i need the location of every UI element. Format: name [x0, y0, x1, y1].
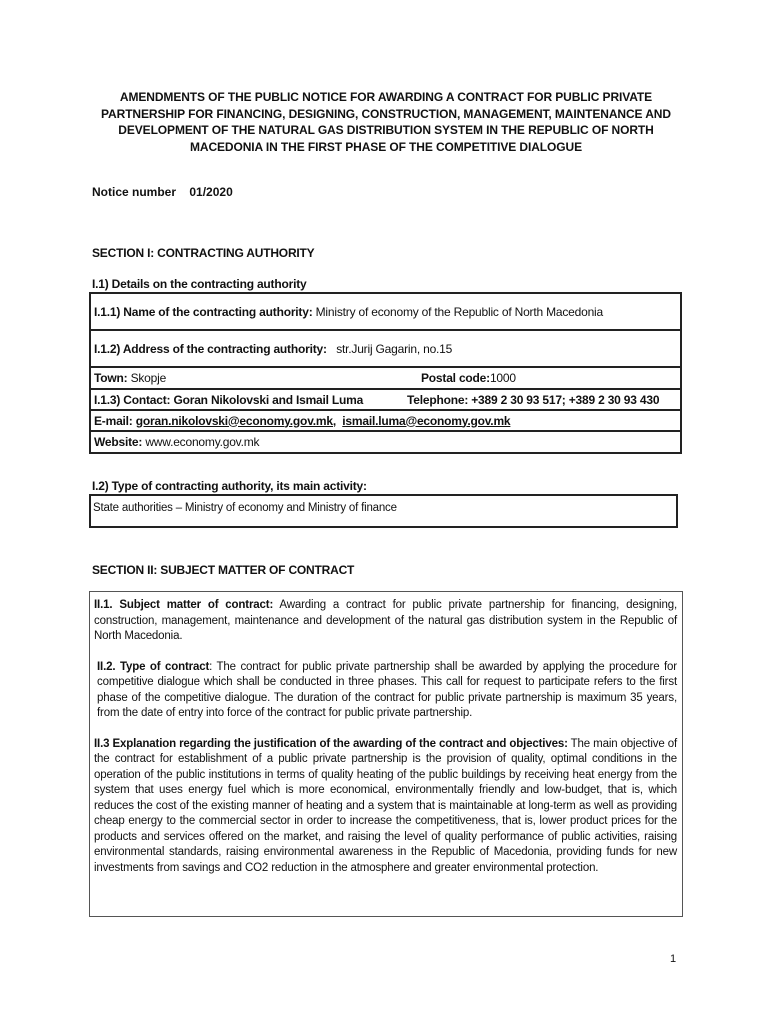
- authority-type-heading: I.2) Type of contracting authority, its main activity:: [92, 479, 367, 493]
- section-2-heading: SECTION II: SUBJECT MATTER OF CONTRACT: [92, 563, 355, 577]
- postal-code-value: 1000: [489, 371, 516, 385]
- town-row: [91, 368, 680, 390]
- authority-name-row: [91, 294, 680, 331]
- authority-type-value: State authorities – Ministry of economy and Ministry of finance: [93, 502, 397, 514]
- notice-number-value: 01/2020: [189, 185, 233, 199]
- contract-type-paragraph: [94, 660, 677, 722]
- authority-address-value: str.Jurij Gagarin, no.15: [336, 341, 453, 356]
- telephone-label: Telephone: +389 2 30 93 517; +389 2 30 93 430: [407, 392, 660, 407]
- town-value: Skopje: [130, 371, 167, 385]
- document-title: AMENDMENTS OF THE PUBLIC NOTICE FOR AWARDING A CONTRACT FOR PUBLIC PRIVATE PARTNERSHIP FOR FINANCING, DESIGNING, CONSTRUCTION, MANAGEMENT, MAINTENANCE AND DEVELOPMENT OF THE NATURAL GAS DISTRIBUTION SYSTEM IN THE REPUBLIC OF NORTH MACEDONIA IN THE FIRST PHASE OF THE COMPETITIVE DIALOGUE: [101, 90, 671, 154]
- email-link-1[interactable]: goran.nikolovski@economy.gov.mk,: [135, 413, 336, 428]
- contract-type-text: : The contract for public private partnership shall be awarded by applying the procedure for competitive dialogue which shall be conducted in three phases. This call for request to participate refers to the first phase of the competitive dialogue. The duration of the contract for public private partnership is maximum 35 years, from the date of entry into force of the contract for public private partnership.: [97, 660, 677, 719]
- contact-label: I.1.3) Contact: Goran Nikolovski and Ismail Luma: [94, 392, 364, 407]
- subject-matter-text: Awarding a contract for public private partnership for financing, designing, construction, management, maintenance and development of the natural gas distribution system in the Republic of North Macedonia.: [94, 599, 678, 642]
- notice-number-line: [92, 185, 233, 199]
- subject-matter-box: [89, 591, 683, 917]
- notice-number-label: Notice number: [92, 185, 177, 199]
- authority-name-value: Ministry of economy of the Republic of North Macedonia: [315, 304, 603, 319]
- subject-matter-paragraph: [94, 598, 677, 645]
- postal-code-label: Postal code:: [421, 371, 490, 385]
- section-1-heading: SECTION I: CONTRACTING AUTHORITY: [92, 246, 315, 260]
- contract-type-label: II.2. Type of contract: [97, 660, 210, 673]
- town-label: Town:: [94, 371, 128, 385]
- contracting-authority-table: [89, 292, 682, 454]
- details-heading: I.1) Details on the contracting authority: [92, 277, 307, 291]
- justification-text: The main objective of the contract for establishment of a public private partnership is the provision of quality, optimal conditions in the operation of the public institutions in terms of quality heating of the public buildings by receiving heat energy from the system that uses energy fuel which is more economical, environmentally friendly and low-budget, that is, which reduces the cost of the existing manner of heating and a system that is maintainable at long-term as well as providing cheap energy to the commercial sector in order to increase the competitiveness, that is, lower product prices for the products and services offered on the market, and raising the level of quality performance of public activities, raising environmental standards, raising environmental awareness in the Republic of Macedonia, providing funds for new investments from savings and CO2 reduction in the atmosphere and greater environmental protection.: [94, 737, 677, 874]
- website-label: Website:: [94, 435, 143, 449]
- authority-address-label: I.1.2) Address of the contracting authority:: [94, 341, 327, 356]
- postal-code: [421, 371, 516, 385]
- authority-type-box: [89, 494, 678, 528]
- justification-label: II.3 Explanation regarding the justification of the awarding of the contract and objectives:: [94, 737, 568, 750]
- website-row: [91, 432, 680, 452]
- website-value: www.economy.gov.mk: [145, 435, 260, 449]
- email-row: [91, 411, 680, 432]
- page-number: 1: [670, 953, 677, 965]
- authority-address-row: [91, 331, 680, 368]
- justification-paragraph: [94, 737, 677, 877]
- authority-name-label: I.1.1) Name of the contracting authority:: [94, 304, 313, 319]
- email-label: E-mail:: [94, 413, 133, 428]
- subject-matter-label: II.1. Subject matter of contract:: [94, 599, 274, 611]
- email-link-2[interactable]: ismail.luma@economy.gov.mk: [342, 413, 511, 428]
- contact-row: [91, 390, 680, 411]
